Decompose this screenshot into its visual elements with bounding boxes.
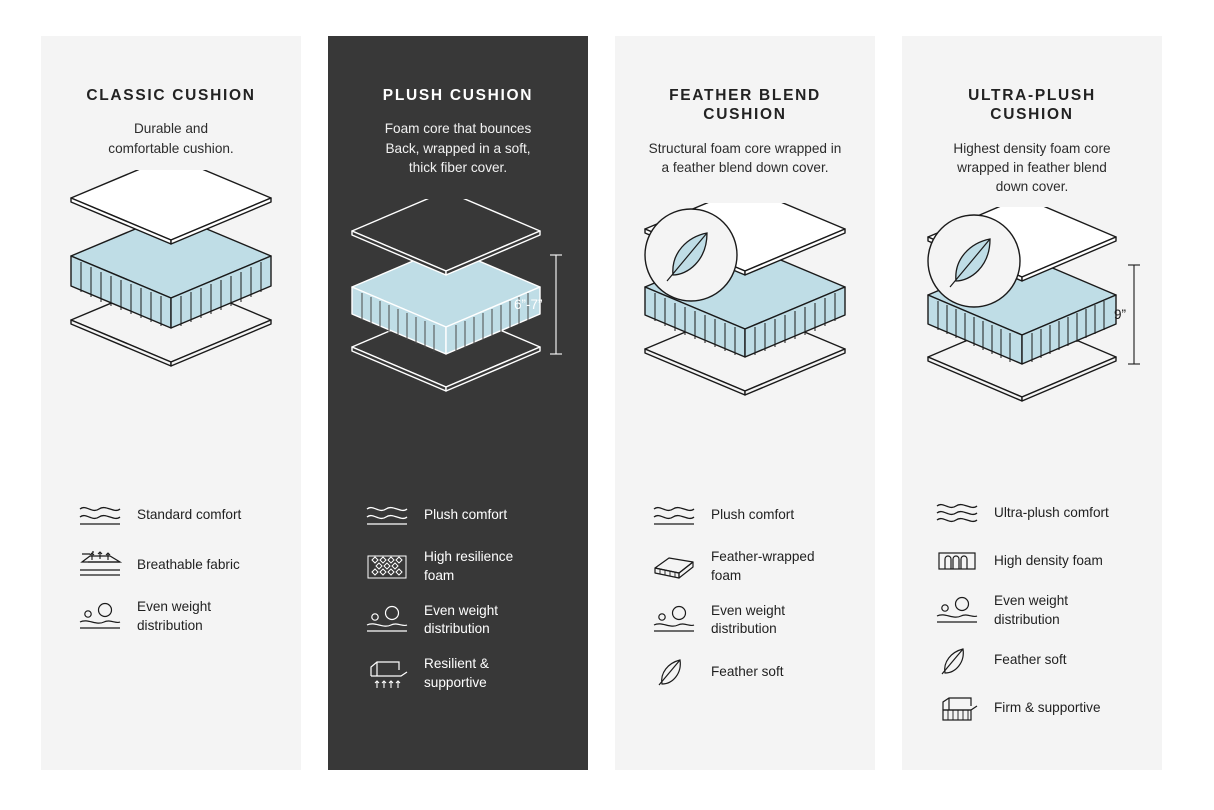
feature-label: Plush comfort xyxy=(711,506,795,522)
dimension-bracket xyxy=(550,255,562,354)
feature-item xyxy=(77,598,283,636)
feature-label: Even weight distribution xyxy=(424,602,499,637)
feature-label: High resilience foam xyxy=(424,549,514,583)
exploded-cushion-layers-svg xyxy=(615,203,875,443)
card-description: Durable and comfortable cushion. xyxy=(108,121,234,156)
card-title: PLUSH CUSHION xyxy=(382,87,534,104)
feature-item xyxy=(651,602,857,640)
even-weight-distribution-icon xyxy=(934,594,980,628)
cushion-illustration xyxy=(902,207,1162,447)
card-feather-blend-cushion[interactable] xyxy=(615,36,875,770)
feature-item xyxy=(934,544,1144,578)
feature-list xyxy=(934,496,1144,742)
feature-label: Feather-wrapped foam xyxy=(711,549,815,583)
feature-item xyxy=(934,496,1144,530)
feather-icon xyxy=(651,655,697,689)
card-plush-cushion[interactable] xyxy=(328,36,588,770)
feature-item xyxy=(651,548,857,586)
card-description: Highest density foam core wrapped in feather blend down cover. xyxy=(953,140,1111,195)
feature-item xyxy=(77,498,283,532)
feature-label: Feather soft xyxy=(994,652,1067,668)
dimension-bracket xyxy=(1128,265,1140,364)
cushion-illustration xyxy=(328,199,588,439)
card-description: Foam core that bounces Back, wrapped in a soft, thick fiber cover. xyxy=(384,121,532,175)
feature-item xyxy=(364,655,570,693)
card-title: CLASSIC CUSHION xyxy=(86,87,256,104)
cushion-illustration xyxy=(41,170,301,410)
card-title: FEATHER BLEND CUSHION xyxy=(669,87,821,124)
high-density-foam-icon xyxy=(934,544,980,578)
feature-list xyxy=(364,498,570,709)
wave-lines-icon xyxy=(651,498,697,532)
even-weight-distribution-icon xyxy=(651,603,697,637)
cushion-illustration xyxy=(615,203,875,443)
feature-label: Breathable fabric xyxy=(137,556,240,572)
exploded-cushion-layers-svg xyxy=(41,170,301,410)
feather-icon xyxy=(934,644,980,678)
feather-badge-icon xyxy=(928,215,1020,307)
feature-item xyxy=(364,548,570,586)
feature-item xyxy=(364,498,570,532)
feature-label: Resilient & supportive xyxy=(424,656,489,690)
feather-wrapped-foam-block-icon xyxy=(651,550,697,584)
feature-label: Even weight distribution xyxy=(994,593,1069,627)
wave-lines-icon xyxy=(364,498,410,532)
honeycomb-foam-icon xyxy=(364,550,410,584)
even-weight-distribution-icon xyxy=(77,600,123,634)
wave-lines-icon xyxy=(934,496,980,530)
exploded-cushion-layers-svg xyxy=(902,207,1162,447)
feature-label: Ultra-plush comfort xyxy=(994,504,1109,520)
dimension-label: 9” xyxy=(1114,306,1127,322)
card-ultra-plush-cushion[interactable] xyxy=(902,36,1162,770)
feature-item xyxy=(934,592,1144,630)
feature-list xyxy=(77,498,283,652)
wave-lines-icon xyxy=(77,498,123,532)
exploded-cushion-layers-svg xyxy=(328,199,588,439)
feature-label: Plush comfort xyxy=(424,506,508,522)
firm-supportive-seat-icon xyxy=(934,692,980,726)
feature-label: Even weight distribution xyxy=(137,599,212,633)
dimension-label: 6”-7” xyxy=(514,297,543,313)
even-weight-distribution-icon xyxy=(364,603,410,637)
feature-list xyxy=(651,498,857,705)
card-description: Structural foam core wrapped in a feather blend down cover. xyxy=(648,140,842,176)
resilient-seat-arrows-icon xyxy=(364,657,410,691)
feature-label: Even weight distribution xyxy=(711,602,786,637)
feather-badge-icon xyxy=(645,209,737,301)
card-title: ULTRA-PLUSH CUSHION xyxy=(968,87,1096,124)
feature-item xyxy=(934,644,1144,678)
feature-label: Firm & supportive xyxy=(994,700,1101,716)
feature-item xyxy=(934,692,1144,726)
feature-label: Standard comfort xyxy=(137,506,242,522)
feature-label: Feather soft xyxy=(711,663,784,679)
card-classic-cushion[interactable] xyxy=(41,36,301,770)
feature-item xyxy=(651,498,857,532)
card-row xyxy=(41,36,1173,770)
breathable-fabric-arrows-icon xyxy=(77,548,123,582)
feature-item xyxy=(651,655,857,689)
feature-label: High density foam xyxy=(994,552,1103,568)
feature-item xyxy=(77,548,283,582)
feature-item xyxy=(364,602,570,640)
